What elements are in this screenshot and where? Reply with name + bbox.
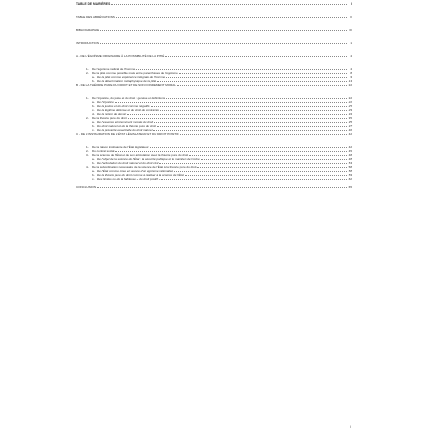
page-number: I <box>350 425 351 429</box>
toc-section-title: A - DE L'ÉGOÏSME ORIGINAIRE À LA POSSIBILITÉ DE LA PITIÉ <box>76 54 165 58</box>
dot-leader <box>177 85 347 86</box>
toc-item-number: 2- <box>86 71 89 75</box>
toc-entry-page: 35 <box>348 120 352 124</box>
dot-leader <box>161 179 347 180</box>
toc-subitem-label: De l'articulation du droit naturel et du droit civil <box>97 161 159 165</box>
toc-entry-page: 62 <box>348 177 352 181</box>
toc-item-label: De la raison instituante de l'État législateur <box>92 145 149 149</box>
dot-leader <box>189 155 347 156</box>
toc-item-label: Du contrat social <box>92 149 115 153</box>
toc-entry-page: 59 <box>348 173 352 177</box>
dot-leader <box>128 118 347 119</box>
toc-entry-page: 35 <box>348 116 352 120</box>
toc-item-number: 1- <box>86 96 89 100</box>
dot-leader <box>150 147 347 148</box>
toc-entry-table-des-matieres[interactable] <box>76 2 352 6</box>
toc-subitem-letter: c- <box>92 128 95 132</box>
toc-entry-page: 13 <box>348 79 352 83</box>
toc-subitem-letter: a- <box>92 120 95 124</box>
toc-item-number: 1- <box>86 145 89 149</box>
toc-subitem[interactable] <box>76 177 352 181</box>
toc-entry-introduction[interactable] <box>76 41 352 45</box>
dot-leader <box>180 134 347 135</box>
toc-item-number: 1- <box>86 67 89 71</box>
dot-leader <box>157 126 347 127</box>
dot-leader <box>157 81 347 82</box>
toc-subitem-label: De la pitié comme expérience intégrale de l'homme <box>97 75 166 79</box>
toc-entry-page: III <box>349 28 352 32</box>
toc-item-number: 4- <box>86 165 89 169</box>
toc-subitem-letter: c- <box>92 108 95 112</box>
toc-subitem-label: De l'objet de la science de l'État : la sécurité publique et le maintien de l'ordre <box>97 157 200 161</box>
dot-leader <box>136 69 347 70</box>
toc-entry-page: 40 <box>348 128 352 132</box>
toc-section-a[interactable] <box>76 54 352 58</box>
toc-entry-label: CONCLUSION <box>76 185 97 189</box>
dot-leader <box>151 106 347 107</box>
toc-item-number: 2- <box>86 116 89 120</box>
toc-entry-page: 22 <box>348 96 352 100</box>
toc-subitem-letter: b- <box>92 104 95 108</box>
dot-leader <box>160 110 347 111</box>
toc-item-label: De la subordination nécessaire de la science de l'État à la théorie pure du droit <box>92 165 197 169</box>
dot-leader <box>185 175 347 176</box>
toc-entry-abreviations[interactable] <box>76 15 352 19</box>
toc-subitem-letter: b- <box>92 79 95 83</box>
toc-subitem-label: Du droit naturel et de la théorie pure du droit <box>97 124 156 128</box>
toc-subitem-letter: b- <box>92 173 95 177</box>
toc-entry-page: 48 <box>348 153 352 157</box>
toc-entry-page: 58 <box>348 169 352 173</box>
toc-section-title: B - DE LA THÉORIE PURE DU DROIT ET DE SON FONDEMENT MORAL <box>76 83 176 87</box>
toc-entry-page: I <box>351 2 352 6</box>
toc-subitem-label: De l'injustice <box>97 100 114 104</box>
toc-entry-label: TABLE DES ABRÉVIATIONS <box>76 15 115 19</box>
toc-entry-page: 29 <box>348 108 352 112</box>
dot-leader <box>115 102 347 103</box>
dot-leader <box>116 17 347 18</box>
dot-leader <box>197 167 347 168</box>
toc-item-label: De la théorie pure du droit <box>92 116 127 120</box>
dot-leader <box>166 77 347 78</box>
table-of-contents <box>76 2 352 189</box>
toc-entry-page: 8 <box>350 71 352 75</box>
dot-leader <box>159 163 347 164</box>
toc-entry-label: BIBLIOGRAPHIE <box>76 28 100 32</box>
dot-leader <box>154 122 347 123</box>
toc-entry-page: II <box>350 15 352 19</box>
toc-subitem-label: De la notion de devoir <box>97 112 127 116</box>
toc-subitem-letter: a- <box>92 100 95 104</box>
toc-entry-page: 42 <box>348 132 352 136</box>
dot-leader <box>115 151 347 152</box>
dot-leader <box>174 171 347 172</box>
dot-leader <box>100 43 347 44</box>
toc-subitem-label: De l'essence éminemment morale du droit <box>97 120 154 124</box>
toc-entry-page: 22 <box>348 83 352 87</box>
dot-leader <box>97 187 347 188</box>
toc-entry-page: 9 <box>350 75 352 79</box>
toc-entry-page: 34 <box>348 112 352 116</box>
dot-leader <box>127 114 347 115</box>
toc-entry-conclusion[interactable] <box>76 185 352 189</box>
toc-subitem-label: De la précarité essentielle du droit naturel <box>97 128 153 132</box>
toc-subitem-letter: b- <box>92 124 95 128</box>
toc-item-label: De la science de l'État et de son articulation avec la théorie pure du droit <box>92 153 189 157</box>
toc-subitem-letter: c- <box>92 177 95 181</box>
toc-entry-label: TABLE DE MARIÈRES <box>76 2 111 6</box>
toc-subitem-letter: a- <box>92 157 95 161</box>
toc-subitem-label: De la légitime défense et du droit de contrainte <box>97 108 160 112</box>
toc-subitem-label: De l'État comme mise en œuvre d'un égoïsme rationalisé <box>97 169 174 173</box>
toc-subitem-letter: b- <box>92 161 95 165</box>
toc-subitem-letter: a- <box>92 169 95 173</box>
toc-subitem-letter: d- <box>92 112 95 116</box>
toc-entry-page: 4 <box>350 67 352 71</box>
toc-entry-page: 1 <box>350 41 352 45</box>
toc-subitem-label: De la théorie pure du droit comme à réaliser à la science de l'État <box>97 173 184 177</box>
toc-entry-page: 37 <box>348 124 352 128</box>
toc-section-title: C - DE L'INSTAURATION DE L'ÉTAT LÉGISLATEUR ET DU DROIT POSITIF <box>76 132 179 136</box>
toc-item-label: De l'injustice, du juste et du droit : genèse et définitions <box>92 96 166 100</box>
toc-subitem-label: De la justice et du droit comme négatifs <box>97 104 150 108</box>
dot-leader <box>201 159 347 160</box>
toc-item-number: 3- <box>86 153 89 157</box>
dot-leader <box>165 56 347 57</box>
toc-entry-page: 48 <box>348 157 352 161</box>
toc-section-c[interactable] <box>76 132 352 136</box>
toc-entry-page: 58 <box>348 165 352 169</box>
toc-item-label: De l'égoïsme radical de l'homme <box>92 67 136 71</box>
toc-item-label: De la pitié comme possible mais entre parenthèses de l'égoïsme <box>92 71 178 75</box>
dot-leader <box>153 130 347 131</box>
toc-section-b[interactable] <box>76 83 352 87</box>
toc-entry-page: 4 <box>350 54 352 58</box>
toc-subitem-letter: a- <box>92 75 95 79</box>
toc-entry-page: 25 <box>348 104 352 108</box>
toc-subitem-label: De la détermination métaphysique de la pitié <box>97 79 157 83</box>
dot-leader <box>111 4 347 5</box>
toc-entry-bibliographie[interactable] <box>76 28 352 32</box>
toc-entry-page: 65 <box>348 185 352 189</box>
toc-item-number: 2- <box>86 149 89 153</box>
toc-subitem-label: Des limites ou de la faiblesse « du droit positif » <box>97 177 161 181</box>
toc-entry-page: 53 <box>348 161 352 165</box>
toc-entry-label: INTRODUCTION <box>76 41 99 45</box>
dot-leader <box>179 73 347 74</box>
toc-entry-page: 42 <box>348 145 352 149</box>
dot-leader <box>166 98 347 99</box>
toc-entry-page: 45 <box>348 149 352 153</box>
dot-leader <box>100 30 347 31</box>
toc-entry-page: 22 <box>348 100 352 104</box>
